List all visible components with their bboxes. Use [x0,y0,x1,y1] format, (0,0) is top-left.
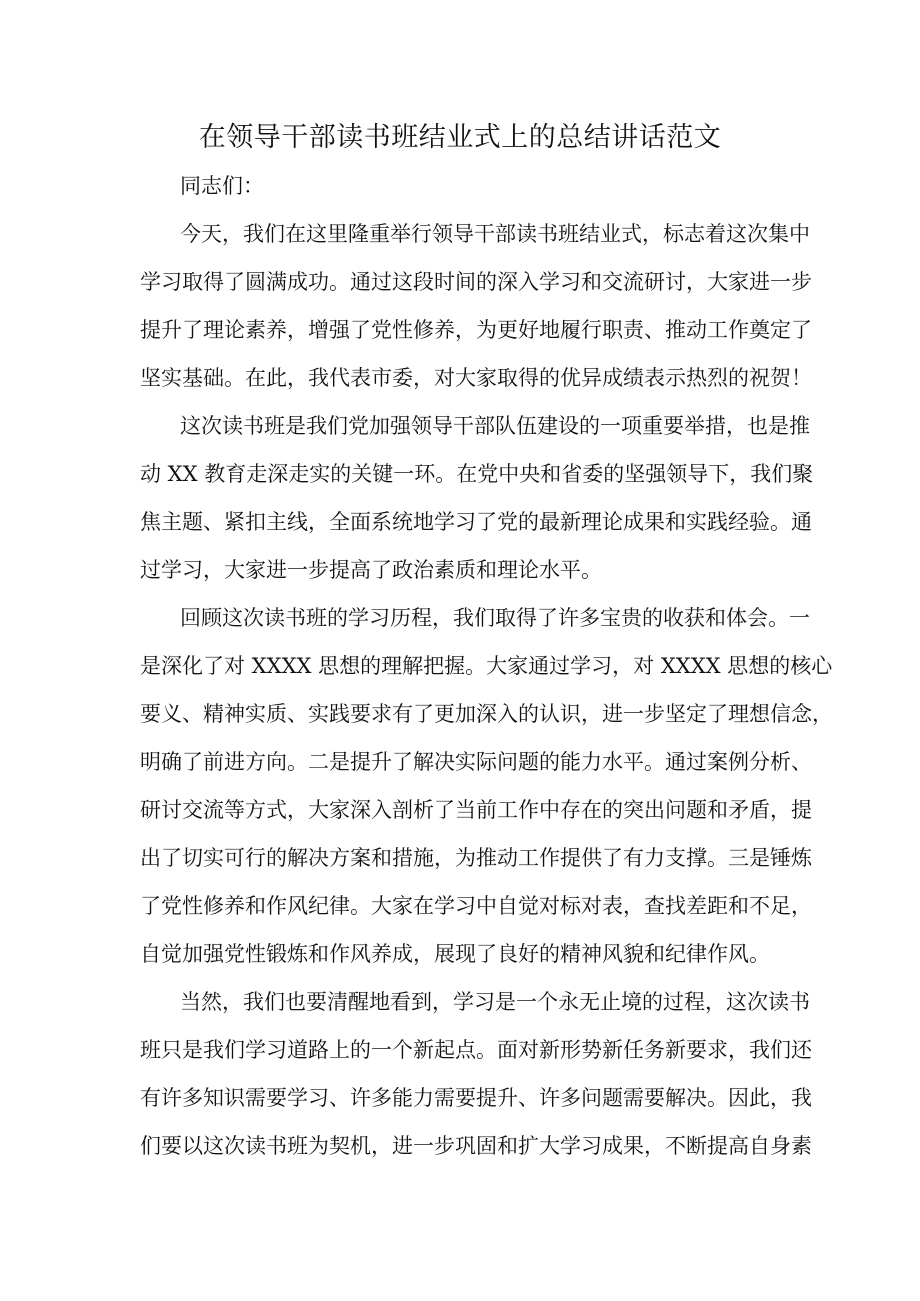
paragraph-line: 有许多知识需要学习、许多能力需要提升、许多问题需要解决。因此，我 [140,1086,812,1110]
document-title: 在领导干部读书班结业式上的总结讲话范文 [198,122,722,153]
paragraph-line: 们要以这次读书班为契机，进一步巩固和扩大学习成果，不断提高自身素 [140,1134,812,1158]
paragraph-2 [140,406,814,590]
paragraph-line: 提升了理论素养，增强了党性修养，为更好地履行职责、推动工作奠定了 [140,318,812,342]
paragraph-line: 明确了前进方向。二是提升了解决实际问题的能力水平。通过案例分析、 [140,750,812,774]
paragraph-line: 焦主题、紧扣主线，全面系统地学习了党的最新理论成果和实践经验。通 [140,510,812,534]
paragraph-3 [140,598,833,974]
paragraph-line: 今天，我们在这里隆重举行领导干部读书班结业式，标志着这次集中 [180,222,810,246]
paragraph-4 [140,982,812,1166]
paragraph-line: 出了切实可行的解决方案和措施，为推动工作提供了有力支撑。三是锤炼 [140,846,812,870]
paragraph-line: 这次读书班是我们党加强领导干部队伍建设的一项重要举措，也是推 [180,414,810,438]
paragraph-line: 学习取得了圆满成功。通过这段时间的深入学习和交流研讨，大家进一步 [140,270,812,294]
paragraph-line: 研讨交流等方式，大家深入剖析了当前工作中存在的突出问题和矛盾，提 [140,798,812,822]
greeting: 同志们： [180,174,264,198]
paragraph-line: 动 XX 教育走深走实的关键一环。在党中央和省委的坚强领导下，我们聚 [140,462,814,486]
paragraph-line: 过学习，大家进一步提高了政治素质和理论水平。 [140,558,602,582]
paragraph-line: 要义、精神实质、实践要求有了更加深入的认识，进一步坚定了理想信念， [140,702,833,726]
paragraph-line: 是深化了对 XXXX 思想的理解把握。大家通过学习，对 XXXX 思想的核心 [140,654,833,678]
paragraph-line: 班只是我们学习道路上的一个新起点。面对新形势新任务新要求，我们还 [140,1038,812,1062]
paragraph-line: 自觉加强党性锻炼和作风养成，展现了良好的精神风貌和纪律作风。 [140,942,770,966]
paragraph-line: 了党性修养和作风纪律。大家在学习中自觉对标对表，查找差距和不足， [140,894,812,918]
paragraph-line: 回顾这次读书班的学习历程，我们取得了许多宝贵的收获和体会。一 [180,606,810,630]
paragraph-line: 当然，我们也要清醒地看到，学习是一个永无止境的过程，这次读书 [180,990,810,1014]
paragraph-1 [140,214,812,398]
paragraph-line: 坚实基础。在此，我代表市委，对大家取得的优异成绩表示热烈的祝贺！ [140,366,812,390]
